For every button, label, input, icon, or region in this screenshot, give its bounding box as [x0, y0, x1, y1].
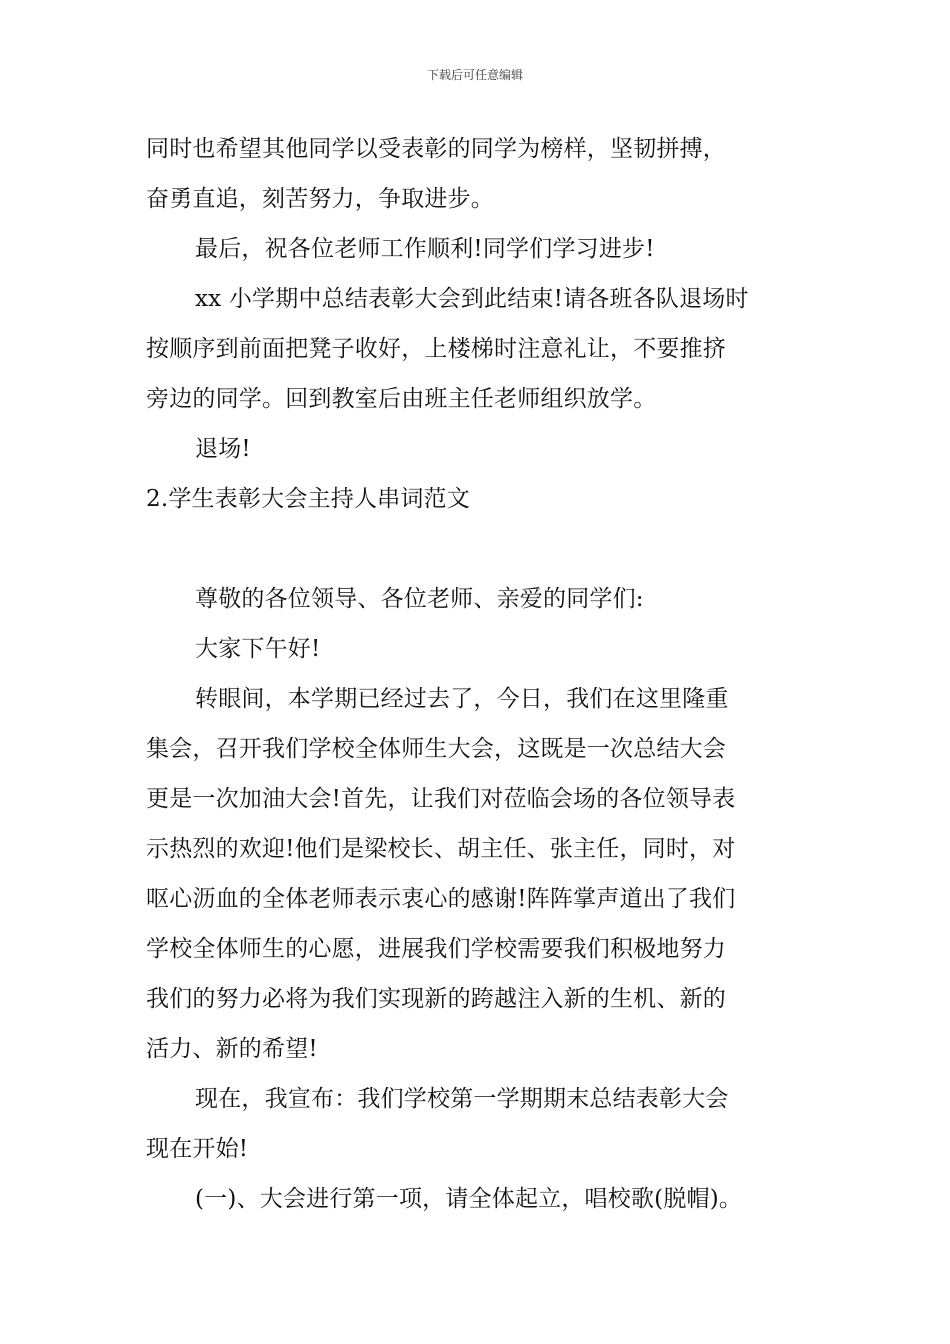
text-line: 现在开始!: [146, 1136, 249, 1162]
text-line: 按顺序到前面把凳子收好，上楼梯时注意礼让，不要推挤: [146, 336, 726, 362]
blank-line: [146, 524, 814, 574]
text-line: 活力、新的希望!: [146, 1036, 318, 1062]
text-line: (一)、大会进行第一项，请全体起立，唱校歌(脱帽)。: [195, 1186, 743, 1212]
text-line: 旁边的同学。回到教室后由班主任老师组织放学。: [146, 386, 657, 412]
text-line: 呕心沥血的全体老师表示衷心的感谢!阵阵掌声道出了我们: [146, 886, 736, 912]
text-line: 退场!: [195, 436, 251, 462]
text-line: 转眼间，本学期已经过去了，今日，我们在这里隆重: [195, 686, 729, 712]
text-line: 尊敬的各位领导、各位老师、亲爱的同学们:: [195, 586, 644, 612]
text-line: 现在，我宣布：我们学校第一学期期末总结表彰大会: [195, 1086, 729, 1112]
text-line: 大家下午好!: [195, 636, 321, 662]
page-header: 下载后可任意编辑: [426, 68, 523, 82]
text-line: 奋勇直追，刻苦努力，争取进步。: [146, 186, 494, 212]
text-line: 示热烈的欢迎!他们是梁校长、胡主任、张主任，同时，对: [146, 836, 736, 862]
text-line: 集会，召开我们学校全体师生大会，这既是一次总结大会: [146, 736, 726, 762]
document-body: [146, 124, 814, 1224]
section-heading: 2.学生表彰大会主持人串词范文: [146, 486, 470, 512]
text-line: xx 小学期中总结表彰大会到此结束!请各班各队退场时: [195, 286, 749, 312]
text-line: 最后，祝各位老师工作顺利!同学们学习进步!: [195, 236, 655, 262]
text-line: 学校全体师生的心愿，进展我们学校需要我们积极地努力: [146, 936, 726, 962]
text-line: 我们的努力必将为我们实现新的跨越注入新的生机、新的: [146, 986, 726, 1012]
text-line: 同时也希望其他同学以受表彰的同学为榜样，坚韧拼搏，: [146, 136, 726, 162]
text-line: 更是一次加油大会!首先，让我们对莅临会场的各位领导表: [146, 786, 736, 812]
